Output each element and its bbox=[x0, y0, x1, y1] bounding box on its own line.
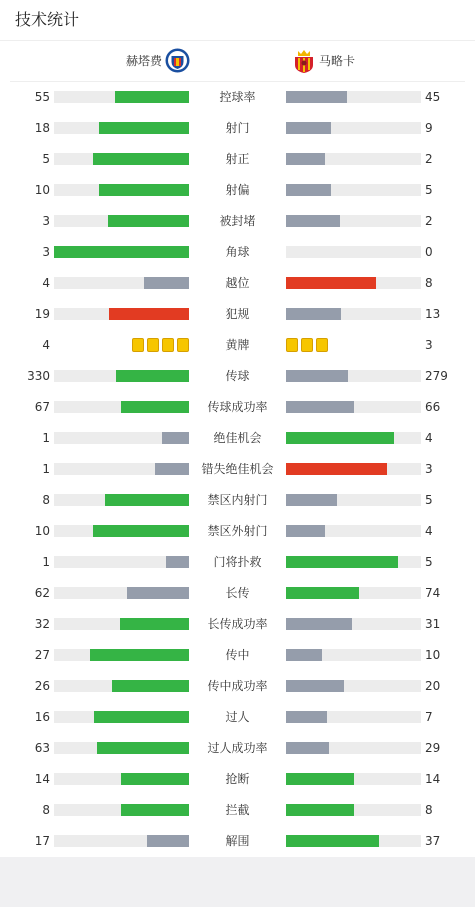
home-bar-track bbox=[54, 432, 189, 444]
home-bar-fill bbox=[112, 680, 189, 692]
home-bar-fill bbox=[144, 277, 189, 289]
away-bar-track bbox=[286, 742, 421, 754]
home-stat-value: 18 bbox=[34, 121, 50, 135]
away-bar-track bbox=[286, 277, 421, 289]
stat-label: 长传 bbox=[225, 586, 250, 600]
stat-label: 长传成功率 bbox=[207, 617, 268, 631]
yellow-card-icon bbox=[147, 338, 159, 352]
home-bar-track bbox=[54, 618, 189, 630]
stat-row bbox=[0, 578, 475, 609]
away-stat-value: 10 bbox=[425, 648, 441, 662]
stat-row bbox=[0, 175, 475, 206]
stat-label: 传球 bbox=[225, 369, 250, 383]
stat-row bbox=[0, 547, 475, 578]
home-stat-value: 19 bbox=[34, 307, 50, 321]
away-stat-value: 279 bbox=[425, 369, 448, 383]
away-bar-fill bbox=[286, 773, 354, 785]
home-stat-value: 4 bbox=[42, 276, 50, 290]
stat-label: 过人 bbox=[225, 710, 250, 724]
home-bar-track bbox=[54, 463, 189, 475]
away-stat-value: 13 bbox=[425, 307, 441, 321]
away-stat-value: 66 bbox=[425, 400, 441, 414]
home-stat-value: 3 bbox=[42, 245, 50, 259]
home-bar-fill bbox=[121, 804, 189, 816]
home-bar-fill bbox=[90, 649, 189, 661]
home-stat-value: 1 bbox=[42, 555, 50, 569]
away-stat-value: 8 bbox=[425, 803, 433, 817]
home-stat-value: 8 bbox=[42, 493, 50, 507]
away-stat-value: 5 bbox=[425, 183, 433, 197]
away-stat-value: 5 bbox=[425, 493, 433, 507]
home-team-logo-icon[interactable] bbox=[165, 48, 190, 73]
away-bar-track bbox=[286, 463, 421, 475]
away-stat-value: 7 bbox=[425, 710, 433, 724]
stat-row bbox=[0, 516, 475, 547]
stat-label: 越位 bbox=[225, 276, 250, 290]
home-stat-value: 3 bbox=[42, 214, 50, 228]
home-bar-fill bbox=[155, 463, 189, 475]
yellow-card-icon bbox=[301, 338, 313, 352]
home-bar-fill bbox=[93, 525, 189, 537]
home-bar-fill bbox=[108, 215, 189, 227]
home-bar-fill bbox=[115, 91, 189, 103]
home-bar-fill bbox=[147, 835, 189, 847]
away-stat-value: 20 bbox=[425, 679, 441, 693]
stat-row bbox=[0, 206, 475, 237]
stats-list bbox=[0, 82, 475, 857]
home-bar-track bbox=[54, 835, 189, 847]
away-bar-track bbox=[286, 246, 421, 258]
away-bar-track bbox=[286, 370, 421, 382]
stat-row bbox=[0, 733, 475, 764]
home-stat-value: 26 bbox=[34, 679, 50, 693]
home-bar-fill bbox=[54, 246, 189, 258]
away-bar-fill bbox=[286, 618, 352, 630]
home-stat-value: 62 bbox=[34, 586, 50, 600]
away-bar-track bbox=[286, 494, 421, 506]
home-bar-fill bbox=[166, 556, 189, 568]
stat-label: 犯规 bbox=[225, 307, 250, 321]
away-bar-fill bbox=[286, 494, 337, 506]
away-stat-value: 8 bbox=[425, 276, 433, 290]
away-bar-track bbox=[286, 308, 421, 320]
stat-row bbox=[0, 671, 475, 702]
away-bar-fill bbox=[286, 401, 354, 413]
home-bar-track bbox=[54, 215, 189, 227]
away-bar-track bbox=[286, 680, 421, 692]
away-bar-track bbox=[286, 804, 421, 816]
home-bar-track bbox=[54, 804, 189, 816]
home-stat-value: 27 bbox=[34, 648, 50, 662]
home-bar-track bbox=[54, 742, 189, 754]
home-bar-fill bbox=[121, 401, 189, 413]
away-bar-track bbox=[286, 184, 421, 196]
away-stat-value: 14 bbox=[425, 772, 441, 786]
home-bar-track bbox=[54, 649, 189, 661]
home-bar-track bbox=[54, 711, 189, 723]
home-yellow-cards bbox=[132, 338, 189, 352]
home-bar-track bbox=[54, 122, 189, 134]
yellow-card-icon bbox=[286, 338, 298, 352]
stat-label: 解围 bbox=[225, 834, 250, 848]
home-stat-value: 330 bbox=[27, 369, 50, 383]
away-bar-track bbox=[286, 401, 421, 413]
stat-label: 控球率 bbox=[219, 90, 256, 104]
away-bar-fill bbox=[286, 587, 359, 599]
home-bar-fill bbox=[162, 432, 189, 444]
home-stat-value: 1 bbox=[42, 462, 50, 476]
home-stat-value: 67 bbox=[34, 400, 50, 414]
away-bar-track bbox=[286, 773, 421, 785]
home-bar-track bbox=[54, 556, 189, 568]
yellow-card-icon bbox=[132, 338, 144, 352]
home-stat-value: 17 bbox=[34, 834, 50, 848]
stat-label: 射门 bbox=[225, 121, 250, 135]
stat-label: 错失绝佳机会 bbox=[201, 462, 274, 476]
yellow-card-icon bbox=[162, 338, 174, 352]
away-bar-track bbox=[286, 122, 421, 134]
stat-row bbox=[0, 485, 475, 516]
away-stat-value: 5 bbox=[425, 555, 433, 569]
teams-header bbox=[0, 41, 475, 81]
away-bar-fill bbox=[286, 680, 344, 692]
away-bar-fill bbox=[286, 308, 341, 320]
stat-label: 角球 bbox=[225, 245, 250, 259]
away-bar-track bbox=[286, 153, 421, 165]
home-stat-value: 32 bbox=[34, 617, 50, 631]
away-stat-value: 45 bbox=[425, 90, 441, 104]
home-bar-track bbox=[54, 153, 189, 165]
away-bar-fill bbox=[286, 649, 322, 661]
stat-label: 绝佳机会 bbox=[213, 431, 262, 445]
stat-label: 传中成功率 bbox=[207, 679, 268, 693]
stat-row bbox=[0, 237, 475, 268]
away-bar-fill bbox=[286, 122, 331, 134]
home-bar-track bbox=[54, 525, 189, 537]
away-bar-track bbox=[286, 432, 421, 444]
away-stat-value: 2 bbox=[425, 152, 433, 166]
away-bar-track bbox=[286, 525, 421, 537]
home-stat-value: 10 bbox=[34, 183, 50, 197]
stat-row bbox=[0, 454, 475, 485]
home-stat-value: 63 bbox=[34, 741, 50, 755]
home-bar-fill bbox=[127, 587, 189, 599]
away-yellow-cards bbox=[286, 338, 328, 352]
stat-row bbox=[0, 144, 475, 175]
stat-row bbox=[0, 826, 475, 857]
away-stat-value: 0 bbox=[425, 245, 433, 259]
away-team-logo-icon[interactable] bbox=[293, 48, 315, 74]
stat-row bbox=[0, 82, 475, 113]
away-bar-track bbox=[286, 649, 421, 661]
away-bar-fill bbox=[286, 215, 340, 227]
away-stat-value: 2 bbox=[425, 214, 433, 228]
away-stat-value: 3 bbox=[425, 462, 433, 476]
stat-row bbox=[0, 640, 475, 671]
home-stat-value: 4 bbox=[42, 338, 50, 352]
stat-row bbox=[0, 764, 475, 795]
away-bar-fill bbox=[286, 370, 348, 382]
home-bar-track bbox=[54, 91, 189, 103]
home-stat-value: 1 bbox=[42, 431, 50, 445]
page-title: 技术统计 bbox=[15, 10, 80, 29]
home-bar-track bbox=[54, 308, 189, 320]
away-bar-fill bbox=[286, 432, 394, 444]
home-bar-fill bbox=[120, 618, 189, 630]
away-bar-fill bbox=[286, 556, 398, 568]
yellow-card-icon bbox=[316, 338, 328, 352]
away-bar-track bbox=[286, 618, 421, 630]
stat-row bbox=[0, 330, 475, 361]
away-bar-track bbox=[286, 587, 421, 599]
away-stat-value: 37 bbox=[425, 834, 441, 848]
away-bar-fill bbox=[286, 277, 376, 289]
stat-label: 过人成功率 bbox=[207, 741, 268, 755]
home-bar-fill bbox=[97, 742, 189, 754]
stat-label: 禁区内射门 bbox=[207, 493, 268, 507]
away-stat-value: 74 bbox=[425, 586, 441, 600]
yellow-card-icon bbox=[177, 338, 189, 352]
home-bar-track bbox=[54, 680, 189, 692]
home-bar-fill bbox=[94, 711, 189, 723]
away-stat-value: 4 bbox=[425, 524, 433, 538]
home-bar-fill bbox=[93, 153, 189, 165]
away-bar-fill bbox=[286, 184, 331, 196]
stat-label: 抢断 bbox=[225, 772, 250, 786]
away-bar-fill bbox=[286, 835, 379, 847]
stat-label: 射正 bbox=[225, 152, 250, 166]
home-stat-value: 55 bbox=[34, 90, 50, 104]
away-bar-fill bbox=[286, 711, 327, 723]
away-stat-value: 31 bbox=[425, 617, 441, 631]
home-bar-fill bbox=[121, 773, 189, 785]
home-bar-track bbox=[54, 587, 189, 599]
away-bar-fill bbox=[286, 153, 325, 165]
stat-row bbox=[0, 423, 475, 454]
away-bar-fill bbox=[286, 463, 387, 475]
home-bar-fill bbox=[99, 122, 189, 134]
away-stat-value: 4 bbox=[425, 431, 433, 445]
home-bar-track bbox=[54, 494, 189, 506]
away-bar-fill bbox=[286, 525, 325, 537]
stat-row bbox=[0, 795, 475, 826]
home-bar-track bbox=[54, 277, 189, 289]
stat-row bbox=[0, 609, 475, 640]
away-bar-track bbox=[286, 711, 421, 723]
home-stat-value: 10 bbox=[34, 524, 50, 538]
stat-label: 传球成功率 bbox=[207, 400, 268, 414]
home-bar-track bbox=[54, 773, 189, 785]
stat-label: 禁区外射门 bbox=[207, 524, 268, 538]
home-bar-track bbox=[54, 184, 189, 196]
away-bar-track bbox=[286, 91, 421, 103]
stat-label: 门将扑救 bbox=[213, 555, 262, 569]
home-team-name[interactable]: 赫塔费 bbox=[125, 54, 162, 68]
home-stat-value: 16 bbox=[34, 710, 50, 724]
away-stat-value: 29 bbox=[425, 741, 441, 755]
home-bar-track bbox=[54, 401, 189, 413]
away-bar-track bbox=[286, 215, 421, 227]
stat-label: 被封堵 bbox=[219, 214, 256, 228]
home-bar-track bbox=[54, 370, 189, 382]
away-team-name[interactable]: 马略卡 bbox=[319, 54, 356, 68]
away-bar-fill bbox=[286, 91, 347, 103]
stat-row bbox=[0, 392, 475, 423]
home-bar-track bbox=[54, 246, 189, 258]
away-bar-fill bbox=[286, 804, 354, 816]
home-bar-fill bbox=[99, 184, 189, 196]
away-stat-value: 3 bbox=[425, 338, 433, 352]
away-bar-track bbox=[286, 556, 421, 568]
stat-label: 传中 bbox=[225, 648, 250, 662]
home-stat-value: 5 bbox=[42, 152, 50, 166]
stat-row bbox=[0, 268, 475, 299]
home-bar-fill bbox=[105, 494, 189, 506]
stat-label: 拦截 bbox=[225, 803, 250, 817]
stat-row bbox=[0, 702, 475, 733]
stat-label: 黄牌 bbox=[225, 338, 250, 352]
stat-row bbox=[0, 361, 475, 392]
home-bar-fill bbox=[109, 308, 189, 320]
away-stat-value: 9 bbox=[425, 121, 433, 135]
away-bar-track bbox=[286, 835, 421, 847]
away-bar-fill bbox=[286, 742, 329, 754]
stat-row bbox=[0, 299, 475, 330]
home-bar-fill bbox=[116, 370, 189, 382]
home-stat-value: 14 bbox=[34, 772, 50, 786]
stat-label: 射偏 bbox=[225, 183, 250, 197]
home-stat-value: 8 bbox=[42, 803, 50, 817]
stat-row bbox=[0, 113, 475, 144]
